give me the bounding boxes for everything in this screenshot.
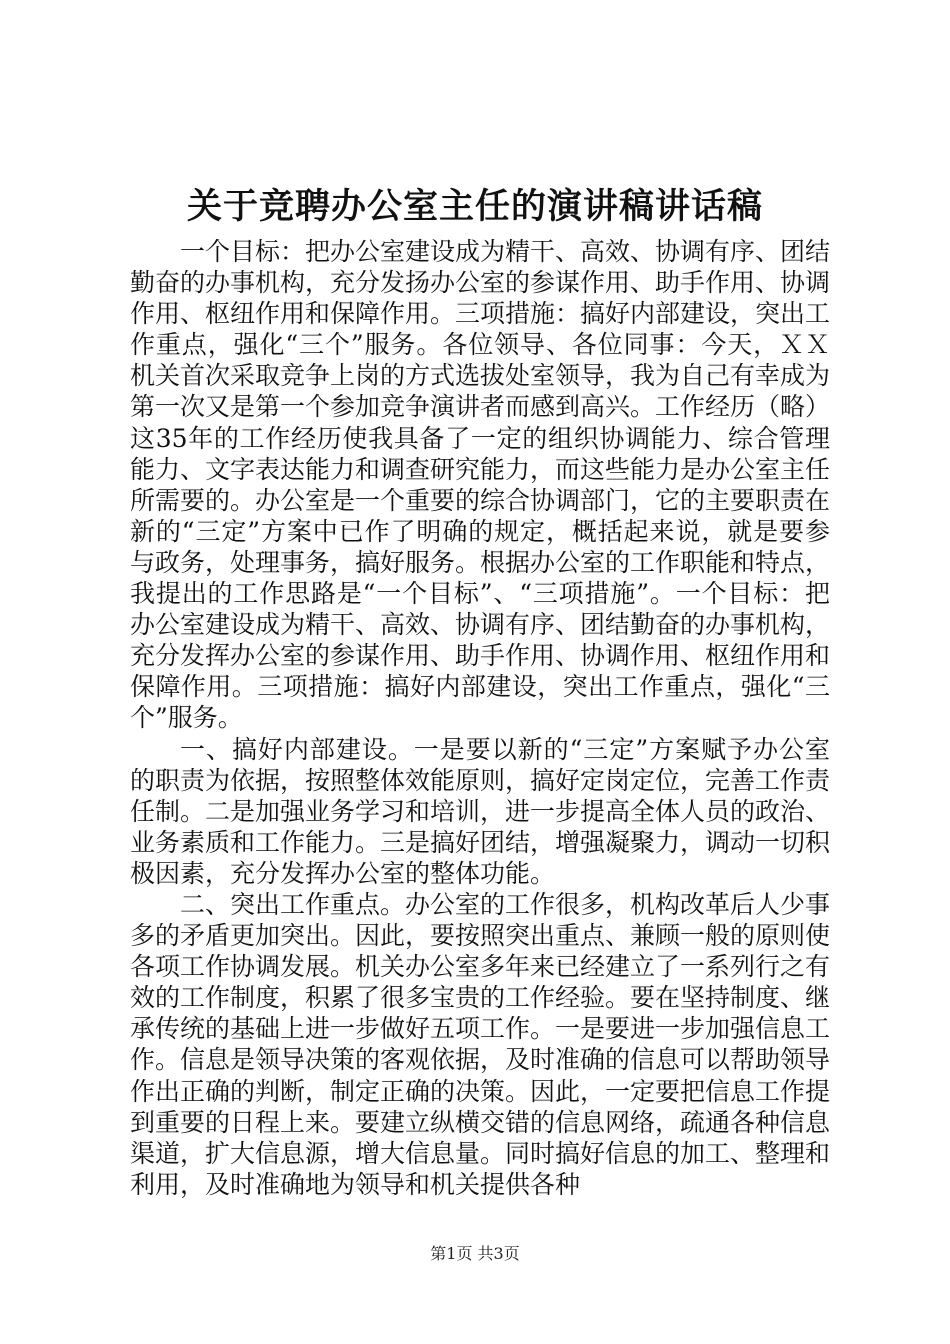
document-body — [130, 236, 830, 1200]
paragraph-work-focus: 二、突出工作重点。办公室的工作很多，机构改革后人少事多的矛盾更加突出。因此，要按照突出重点、兼顾一般的原则使各项工作协调发展。机关办公室多年来已经建立了一系列行之有效的工作制度，积累了很多宝贵的工作经验。要在坚持制度、继承传统的基础上进一步做好五项工作。一是要进一步加强信息工作。信息是领导决策的客观依据，及时准确的信息可以帮助领导作出正确的判断，制定正确的决策。因此，一定要把信息工作提到重要的日程上来。要建立纵横交错的信息网络，疏通各种信息渠道，扩大信息源，增大信息量。同时搞好信息的加工、整理和利用，及时准确地为领导和机关提供各种 — [130, 889, 831, 1199]
page-footer: 第1页 共3页 — [430, 1244, 520, 1263]
paragraph-intro: 一个目标：把办公室建设成为精干、高效、协调有序、团结勤奋的办事机构，充分发扬办公室的参谋作用、助手作用、协调作用、枢纽作用和保障作用。三项措施：搞好内部建设，突出工作重点，强化“三个”服务。各位领导、各位同事：今天，ＸＸ机关首次采取竞争上岗的方式选拔处室领导，我为自己有幸成为第一次又是第一个参加竞争演讲者而感到高兴。工作经历（略）这35年的工作经历使我具备了一定的组织协调能力、综合管理能力、文字表达能力和调查研究能力，而这些能力是办公室主任所需要的。办公室是一个重要的综合协调部门，它的主要职责在新的“三定”方案中已作了明确的规定，概括起来说，就是要参与政务，处理事务，搞好服务。根据办公室的工作职能和特点，我提出的工作思路是“一个目标”、“三项措施”。一个目标：把办公室建设成为精干、高效、协调有序、团结勤奋的办事机构，充分发挥办公室的参谋作用、助手作用、协调作用、枢纽作用和保障作用。三项措施：搞好内部建设，突出工作重点，强化“三个”服务。 — [130, 237, 831, 733]
document-title: 关于竞聘办公室主任的演讲稿讲话稿 — [186, 186, 763, 227]
paragraph-internal-building: 一、搞好内部建设。一是要以新的“三定”方案赋予办公室的职责为依据，按照整体效能原则，搞好定岗定位，完善工作责任制。二是加强业务学习和培训，进一步提高全体人员的政治、业务素质和工作能力。三是搞好团结，增强凝聚力，调动一切积极因素，充分发挥办公室的整体功能。 — [130, 734, 831, 888]
